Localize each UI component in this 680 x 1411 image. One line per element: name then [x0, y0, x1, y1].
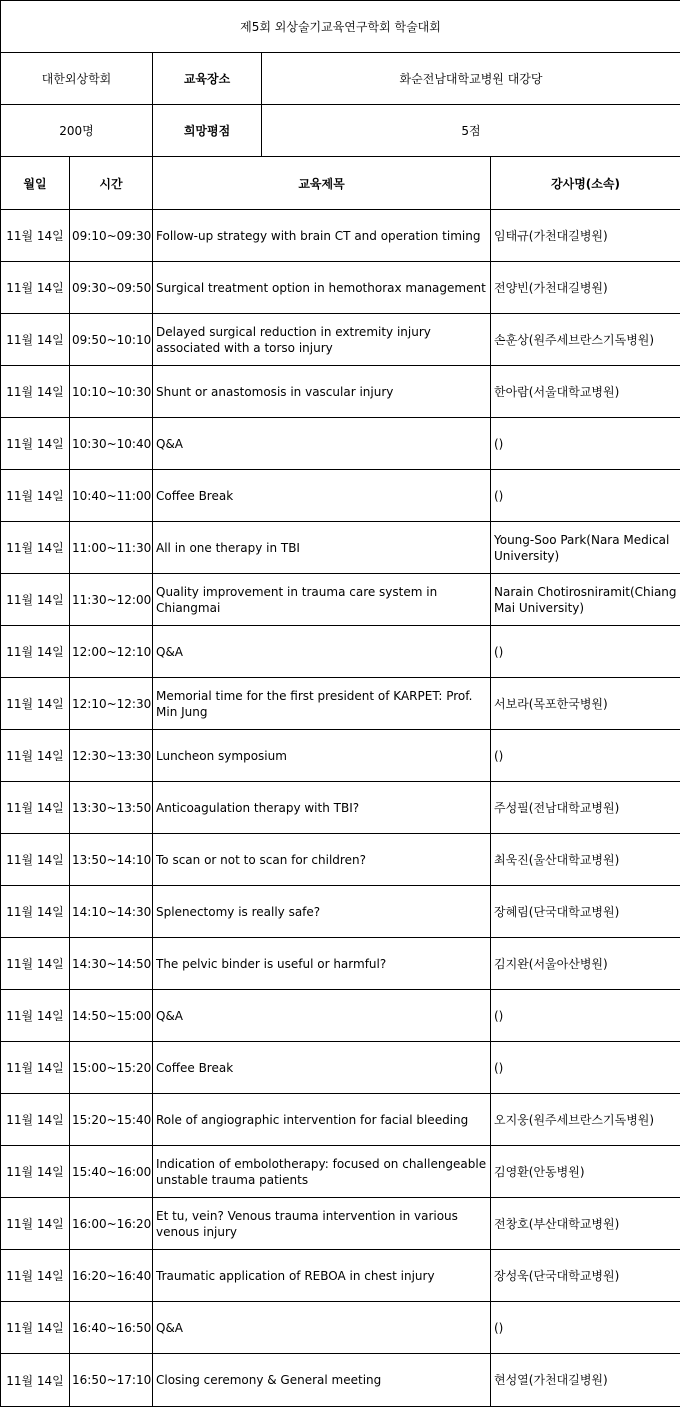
schedule-date: 11월 14일: [1, 1354, 70, 1407]
table-row: [1, 262, 680, 314]
schedule-time: 12:30~13:30: [70, 730, 153, 782]
event-title: 제5회 외상술기교육연구학회 학술대회: [1, 1, 680, 53]
table-row: [1, 1094, 680, 1146]
schedule-title: Anticoagulation therapy with TBI?: [153, 782, 491, 834]
schedule-speaker: 전창호(부산대학교병원): [491, 1198, 680, 1250]
column-header-speaker: 강사명(소속): [491, 157, 680, 210]
table-row: [1, 990, 680, 1042]
table-row: [1, 1302, 680, 1354]
schedule-time: 09:10~09:30: [70, 210, 153, 262]
schedule-time: 14:10~14:30: [70, 886, 153, 938]
schedule-time: 16:00~16:20: [70, 1198, 153, 1250]
schedule-speaker: 장성욱(단국대학교병원): [491, 1250, 680, 1302]
schedule-time: 10:10~10:30: [70, 366, 153, 418]
schedule-speaker: (): [491, 418, 680, 470]
table-row: [1, 1146, 680, 1198]
table-row: [1, 574, 680, 626]
schedule-speaker: (): [491, 1042, 680, 1094]
capacity-row: [1, 105, 680, 157]
venue: 화순전남대학교병원 대강당: [262, 53, 680, 105]
schedule-speaker: (): [491, 990, 680, 1042]
schedule-date: 11월 14일: [1, 1302, 70, 1354]
schedule-time: 10:30~10:40: [70, 418, 153, 470]
schedule-time: 15:20~15:40: [70, 1094, 153, 1146]
schedule-title: Q&A: [153, 990, 491, 1042]
schedule-time: 11:00~11:30: [70, 522, 153, 574]
schedule-time: 09:50~10:10: [70, 314, 153, 366]
schedule-time: 13:50~14:10: [70, 834, 153, 886]
score-label: 희망평점: [153, 105, 262, 157]
schedule-date: 11월 14일: [1, 782, 70, 834]
schedule-title: Traumatic application of REBOA in chest injury: [153, 1250, 491, 1302]
schedule-time: 11:30~12:00: [70, 574, 153, 626]
schedule-title: Shunt or anastomosis in vascular injury: [153, 366, 491, 418]
schedule-speaker: 한아람(서울대학교병원): [491, 366, 680, 418]
schedule-title: Et tu, vein? Venous trauma intervention in various venous injury: [153, 1198, 491, 1250]
table-row: [1, 834, 680, 886]
schedule-title: Surgical treatment option in hemothorax management: [153, 262, 491, 314]
schedule-title: Delayed surgical reduction in extremity injury associated with a torso injury: [153, 314, 491, 366]
schedule-title: Coffee Break: [153, 1042, 491, 1094]
schedule-time: 12:10~12:30: [70, 678, 153, 730]
table-row: [1, 470, 680, 522]
schedule-speaker: Young-Soo Park(Nara Medical University): [491, 522, 680, 574]
schedule-time: 16:40~16:50: [70, 1302, 153, 1354]
schedule-speaker: 손훈상(원주세브란스기독병원): [491, 314, 680, 366]
schedule-title: Memorial time for the first president of KARPET: Prof. Min Jung: [153, 678, 491, 730]
schedule-speaker: 장혜림(단국대학교병원): [491, 886, 680, 938]
schedule-time: 15:00~15:20: [70, 1042, 153, 1094]
table-row: [1, 522, 680, 574]
schedule-title: To scan or not to scan for children?: [153, 834, 491, 886]
schedule-date: 11월 14일: [1, 1250, 70, 1302]
schedule-title: Role of angiographic intervention for facial bleeding: [153, 1094, 491, 1146]
schedule-speaker: 전양빈(가천대길병원): [491, 262, 680, 314]
schedule-title: Indication of embolotherapy: focused on challengeable unstable trauma patients: [153, 1146, 491, 1198]
schedule-speaker: Narain Chotirosniramit(Chiang Mai University): [491, 574, 680, 626]
schedule-speaker: (): [491, 1302, 680, 1354]
column-header-title: 교육제목: [153, 157, 491, 210]
schedule-date: 11월 14일: [1, 730, 70, 782]
schedule-date: 11월 14일: [1, 470, 70, 522]
schedule-date: 11월 14일: [1, 834, 70, 886]
schedule-date: 11월 14일: [1, 938, 70, 990]
schedule-date: 11월 14일: [1, 678, 70, 730]
table-row: [1, 314, 680, 366]
schedule-body: [1, 210, 680, 1407]
schedule-speaker: 김영환(안동병원): [491, 1146, 680, 1198]
schedule-date: 11월 14일: [1, 522, 70, 574]
table-row: [1, 1198, 680, 1250]
schedule-title: Luncheon symposium: [153, 730, 491, 782]
schedule-time: 12:00~12:10: [70, 626, 153, 678]
schedule-title: Q&A: [153, 418, 491, 470]
schedule-time: 14:30~14:50: [70, 938, 153, 990]
capacity: 200명: [1, 105, 153, 157]
schedule-title: Closing ceremony & General meeting: [153, 1354, 491, 1407]
table-row: [1, 1250, 680, 1302]
schedule-time: 10:40~11:00: [70, 470, 153, 522]
column-header-time: 시간: [70, 157, 153, 210]
schedule-speaker: 임태규(가천대길병원): [491, 210, 680, 262]
column-header-date: 월일: [1, 157, 70, 210]
column-header-row: [1, 157, 680, 210]
schedule-title: Splenectomy is really safe?: [153, 886, 491, 938]
schedule-title: Quality improvement in trauma care system in Chiangmai: [153, 574, 491, 626]
schedule-title: All in one therapy in TBI: [153, 522, 491, 574]
schedule-speaker: 주성필(전남대학교병원): [491, 782, 680, 834]
schedule-date: 11월 14일: [1, 210, 70, 262]
schedule-time: 09:30~09:50: [70, 262, 153, 314]
schedule-speaker: (): [491, 730, 680, 782]
schedule-speaker: 현성열(가천대길병원): [491, 1354, 680, 1407]
table-row: [1, 418, 680, 470]
schedule-time: 16:50~17:10: [70, 1354, 153, 1407]
organizer: 대한외상학회: [1, 53, 153, 105]
organizer-row: [1, 53, 680, 105]
table-row: [1, 938, 680, 990]
schedule-time: 16:20~16:40: [70, 1250, 153, 1302]
table-row: [1, 782, 680, 834]
schedule-date: 11월 14일: [1, 626, 70, 678]
schedule-date: 11월 14일: [1, 1198, 70, 1250]
schedule-title: Q&A: [153, 626, 491, 678]
table-row: [1, 678, 680, 730]
title-row: [1, 1, 680, 53]
schedule-speaker: 서보라(목포한국병원): [491, 678, 680, 730]
table-row: [1, 626, 680, 678]
schedule-date: 11월 14일: [1, 1146, 70, 1198]
table-row: [1, 366, 680, 418]
table-row: [1, 730, 680, 782]
schedule-date: 11월 14일: [1, 1042, 70, 1094]
schedule-time: 13:30~13:50: [70, 782, 153, 834]
schedule-title: Q&A: [153, 1302, 491, 1354]
table-row: [1, 1042, 680, 1094]
table-row: [1, 210, 680, 262]
table-row: [1, 886, 680, 938]
schedule-speaker: 김지완(서울아산병원): [491, 938, 680, 990]
schedule-date: 11월 14일: [1, 1094, 70, 1146]
schedule-date: 11월 14일: [1, 418, 70, 470]
schedule-date: 11월 14일: [1, 314, 70, 366]
venue-label: 교육장소: [153, 53, 262, 105]
schedule-date: 11월 14일: [1, 990, 70, 1042]
schedule-date: 11월 14일: [1, 886, 70, 938]
schedule-date: 11월 14일: [1, 574, 70, 626]
schedule-speaker: (): [491, 470, 680, 522]
schedule-date: 11월 14일: [1, 262, 70, 314]
schedule-speaker: (): [491, 626, 680, 678]
schedule-title: Coffee Break: [153, 470, 491, 522]
schedule-time: 15:40~16:00: [70, 1146, 153, 1198]
schedule-title: The pelvic binder is useful or harmful?: [153, 938, 491, 990]
schedule-speaker: 최욱진(울산대학교병원): [491, 834, 680, 886]
schedule-speaker: 오지웅(원주세브란스기독병원): [491, 1094, 680, 1146]
schedule-date: 11월 14일: [1, 366, 70, 418]
schedule-time: 14:50~15:00: [70, 990, 153, 1042]
schedule-title: Follow-up strategy with brain CT and operation timing: [153, 210, 491, 262]
score: 5점: [262, 105, 680, 157]
table-row: [1, 1354, 680, 1407]
